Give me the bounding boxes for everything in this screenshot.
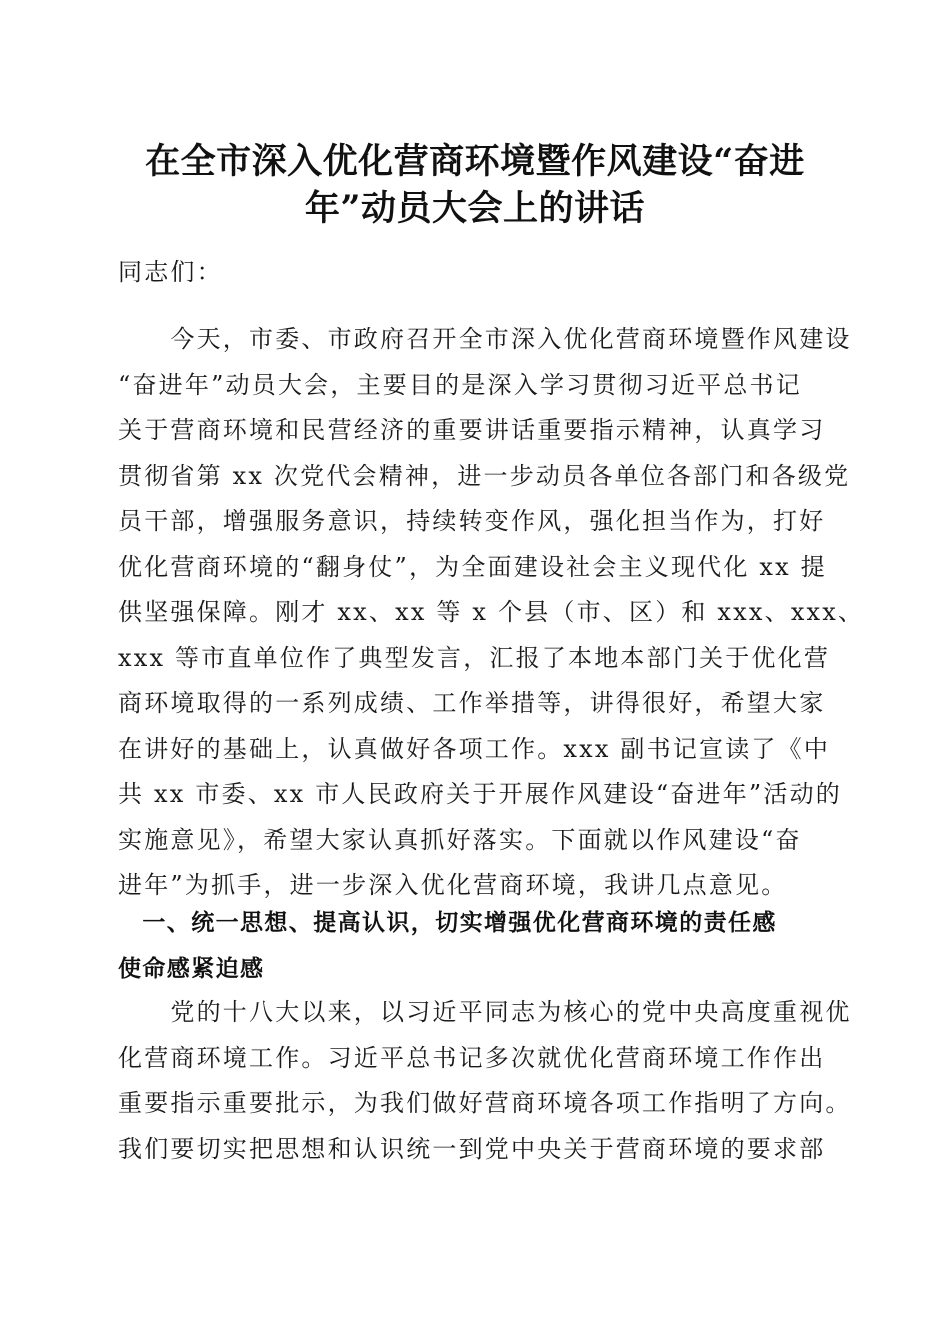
paragraph-line: 实施意见》，希望大家认真抓好落实。下面就以作风建设“奋: [118, 825, 802, 854]
paragraph-line: 员干部，增强服务意识，持续转变作风，强化担当作为，打好: [118, 507, 826, 535]
heading-line: 使命感紧迫感: [118, 956, 265, 982]
paragraph-line: “奋进年”动员大会，主要目的是深入学习贯彻习近平总书记: [118, 370, 802, 399]
document-title: [110, 138, 840, 232]
paragraph-line: 贯彻省第 xx 次党代会精神，进一步动员各单位各部门和各级党: [118, 461, 851, 490]
paragraph-line: 关于营商环境和民营经济的重要讲话重要指示精神，认真学习: [118, 416, 826, 444]
section-heading-1: [118, 900, 838, 992]
paragraph-line: 商环境取得的一系列成绩、工作举措等，讲得很好，希望大家: [118, 689, 826, 717]
paragraph-line: xxx 等市直单位作了典型发言，汇报了本地本部门关于优化营: [118, 643, 831, 672]
paragraph-line: 重要指示重要批示，为我们做好营商环境各项工作指明了方向。: [118, 1089, 852, 1117]
salutation-text: 同志们：: [118, 258, 223, 286]
salutation: [118, 250, 838, 296]
paragraph-line: 共 xx 市委、xx 市人民政府关于开展作风建设“奋进年”活动的: [118, 780, 842, 808]
paragraph-line: 进年”为抓手，进一步深入优化营商环境，我讲几点意见。: [118, 871, 788, 899]
heading-line: 一、统一思想、提高认识，切实增强优化营商环境的责任感: [118, 910, 777, 936]
paragraph-line: 在讲好的基础上，认真做好各项工作。xxx 副书记宣读了《中: [118, 734, 831, 763]
paragraph-opening: [118, 317, 865, 909]
paragraph-section-1: [118, 990, 852, 1172]
title-line: 在全市深入优化营商环境暨作风建设“奋进: [145, 141, 805, 182]
paragraph-line: 党的十八大以来，以习近平同志为核心的党中央高度重视优: [118, 998, 852, 1026]
paragraph-line: 供坚强保障。刚才 xx、xx 等 x 个县（市、区）和 xxx、xxx、: [118, 598, 865, 626]
paragraph-line: 今天，市委、市政府召开全市深入优化营商环境暨作风建设: [118, 325, 852, 353]
paragraph-line: 化营商环境工作。习近平总书记多次就优化营商环境工作作出: [118, 1043, 826, 1072]
paragraph-line: 优化营商环境的“翻身仗”，为全面建设社会主义现代化 xx 提: [118, 552, 827, 581]
title-line: 年”动员大会上的讲话: [304, 188, 646, 229]
paragraph-line: 我们要切实把思想和认识统一到党中央关于营商环境的要求部: [118, 1134, 826, 1163]
